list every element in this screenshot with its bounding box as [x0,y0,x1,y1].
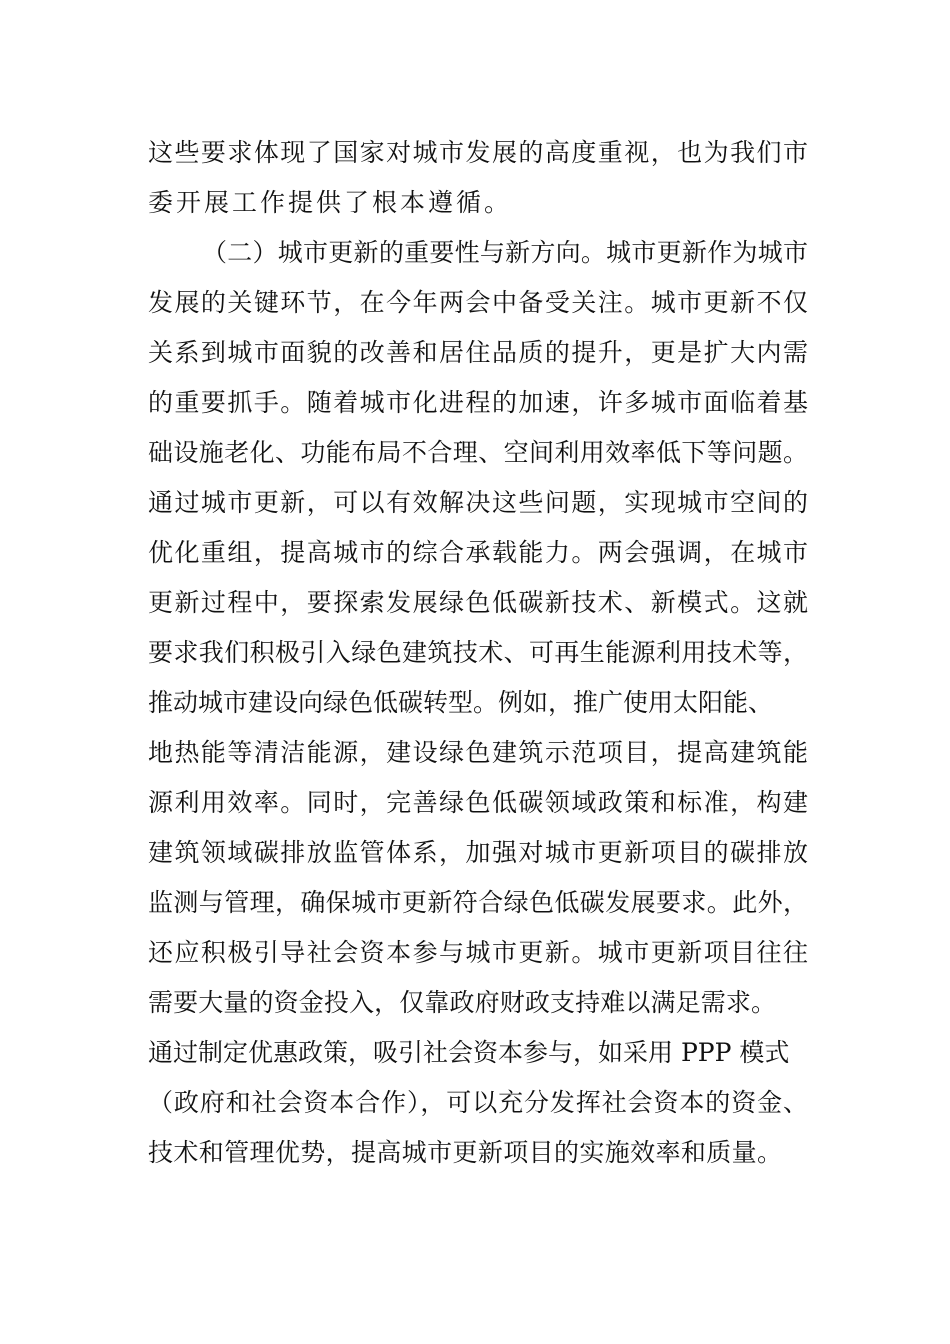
text-line-19: 通过制定优惠政策，吸引社会资本参与，如采用 PPP 模式 [148,1038,790,1067]
text-line-10: 更新过程中，要探索发展绿色低碳新技术、新模式。这就 [148,588,808,617]
text-line-16: 监测与管理，确保城市更新符合绿色低碳发展要求。此外， [148,888,808,917]
text-line-18: 需要大量的资金投入，仅靠政府财政支持难以满足需求。 [148,988,776,1017]
text-line-12: 推动城市建设向绿色低碳转型。例如，推广使用太阳能、 [148,688,774,717]
text-line-21: 技术和管理优势，提高城市更新项目的实施效率和质量。 [148,1138,782,1167]
text-line-15: 建筑领域碳排放监管体系，加强对城市更新项目的碳排放 [148,838,808,867]
text-line-20: （政府和社会资本合作），可以充分发挥社会资本的资金、 [148,1088,808,1117]
text-line-8: 通过城市更新，可以有效解决这些问题，实现城市空间的 [148,488,808,517]
text-line-17: 还应积极引导社会资本参与城市更新。城市更新项目往往 [148,938,808,967]
text-line-7: 础设施老化、功能布局不合理、空间利用效率低下等问题。 [148,438,808,467]
section-heading-line: （二）城市更新的重要性与新方向。城市更新作为城市 [202,238,808,267]
text-line-2: 委开展工作提供了根本遵循。 [148,188,513,217]
text-line-9: 优化重组，提高城市的综合承载能力。两会强调，在城市 [148,538,808,567]
text-line-6: 的重要抓手。随着城市化进程的加速，许多城市面临着基 [148,388,808,417]
text-line-13: 地热能等清洁能源，建设绿色建筑示范项目，提高建筑能 [148,738,808,767]
text-line-1: 这些要求体现了国家对城市发展的高度重视，也为我们市 [148,138,808,167]
text-line-14: 源利用效率。同时，完善绿色低碳领域政策和标准，构建 [148,788,808,817]
text-line-11: 要求我们积极引入绿色建筑技术、可再生能源利用技术等， [148,638,808,667]
text-line-5: 关系到城市面貌的改善和居住品质的提升，更是扩大内需 [148,338,808,367]
text-line-4: 发展的关键环节，在今年两会中备受关注。城市更新不仅 [148,288,808,317]
